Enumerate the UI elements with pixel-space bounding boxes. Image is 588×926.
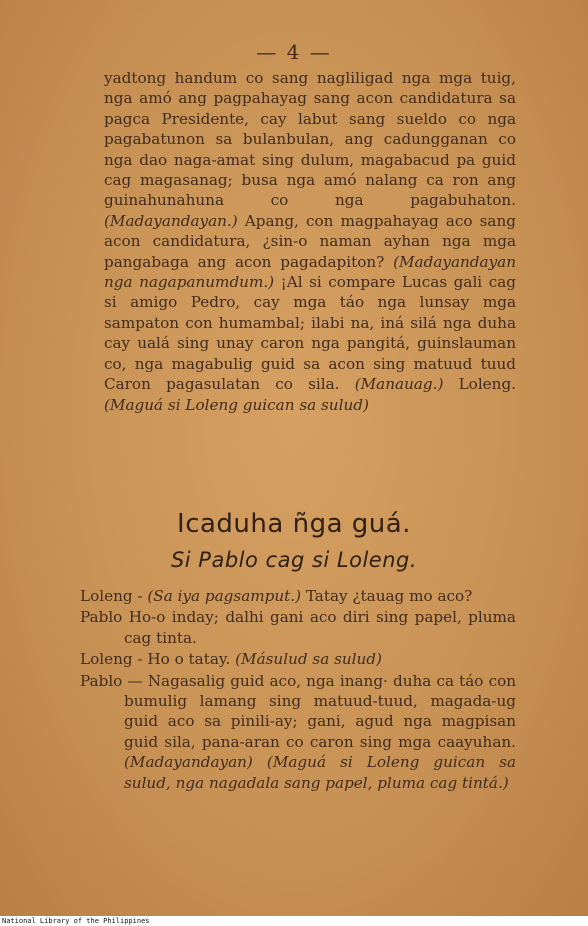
page-number: — 4 —	[256, 40, 332, 64]
speaker-separator: -	[132, 650, 148, 669]
dialogue-line	[80, 586, 516, 606]
speaker-name: Loleng	[80, 650, 133, 669]
stage-direction: (Maguá si Loleng guican sa sulud)	[104, 395, 369, 414]
section-subtitle: Si Pablo cag si Loleng.	[170, 548, 418, 572]
section-title: Icaduha ñga guá.	[177, 509, 411, 539]
dialogue-text: Ho-o inday; dalhi gani aco diri sing papel, pluma cag tinta.	[124, 608, 516, 647]
stage-direction: (Madayandayan nga nagapanumdum.)	[104, 252, 516, 292]
dialogue-text: Nagasalig guid aco, nga inang· duha ca táo con bumulig lamang sing matuud-tuud, magada-ug guid aco sa pinili-ay; gani, agud nga magpisan guid sila, pana-aran co caron sing mga caayuhan.	[124, 671, 516, 751]
speaker-separator: -	[132, 587, 148, 605]
dialogue-text: Ho o tatay.	[147, 650, 236, 669]
dialogue-block	[80, 586, 516, 794]
stage-direction: (Maguá si Loleng guican sa sulud, nga nagadala sang papel, pluma cag tintá.)	[124, 753, 516, 792]
stage-direction: (Madayandayan.)	[104, 211, 238, 230]
speaker-separator: —	[122, 671, 148, 690]
paragraph-run: ¡Al si compare Lucas gali cag si amigo Pedro, cay mga táo nga lunsay mga sampaton con humambal; ilabi na, iná silá nga duha cay ualá sing unay caron nga pangitá, guinslauman co, nga magabulig guid sa acon sing matuud tuud Caron pagasulatan co sila.	[104, 273, 516, 394]
paragraph-run: Loleng.	[443, 375, 516, 394]
library-credit: National Library of the Philippines	[2, 917, 150, 925]
dialogue-line	[80, 649, 516, 669]
dialogue-text	[253, 753, 267, 771]
dialogue-text: Tatay ¿tauag mo aco?	[301, 587, 473, 605]
paragraph-run: Apang, con magpahayag aco sang acon candidatura, ¿sin-o naman ayhan nga mga pangabaga ang acon pagadapiton?	[104, 211, 516, 271]
body-paragraph	[104, 68, 516, 415]
paragraph-text	[104, 68, 516, 415]
stage-direction: (Sa iya pagsamput.)	[147, 587, 302, 605]
stage-direction: (Manauag.)	[354, 375, 444, 394]
speaker-name: Pablo	[80, 671, 123, 690]
speaker-name: Pablo	[80, 608, 123, 627]
stage-direction: (Másulud sa sulud)	[235, 650, 382, 669]
dialogue-line	[80, 607, 516, 648]
speaker-name: Loleng	[80, 587, 133, 605]
dialogue-line	[80, 671, 516, 793]
stage-direction: (Madayandayan)	[124, 753, 253, 772]
paragraph-run: yadtong handum co sang nagliligad nga mga tuig, nga amó ang pagpahayag sang acon candidatura sa pagca Presidente, cay labut sang sueldo co nga pagabatunon sa bulanbulan, ang cadungganan co nga dao naga-amat sing dulum, magabacud pa guid cag magasanag; busa nga amó nalang ca ron ang guinahunahuna co nga pagabuhaton.	[104, 69, 516, 210]
